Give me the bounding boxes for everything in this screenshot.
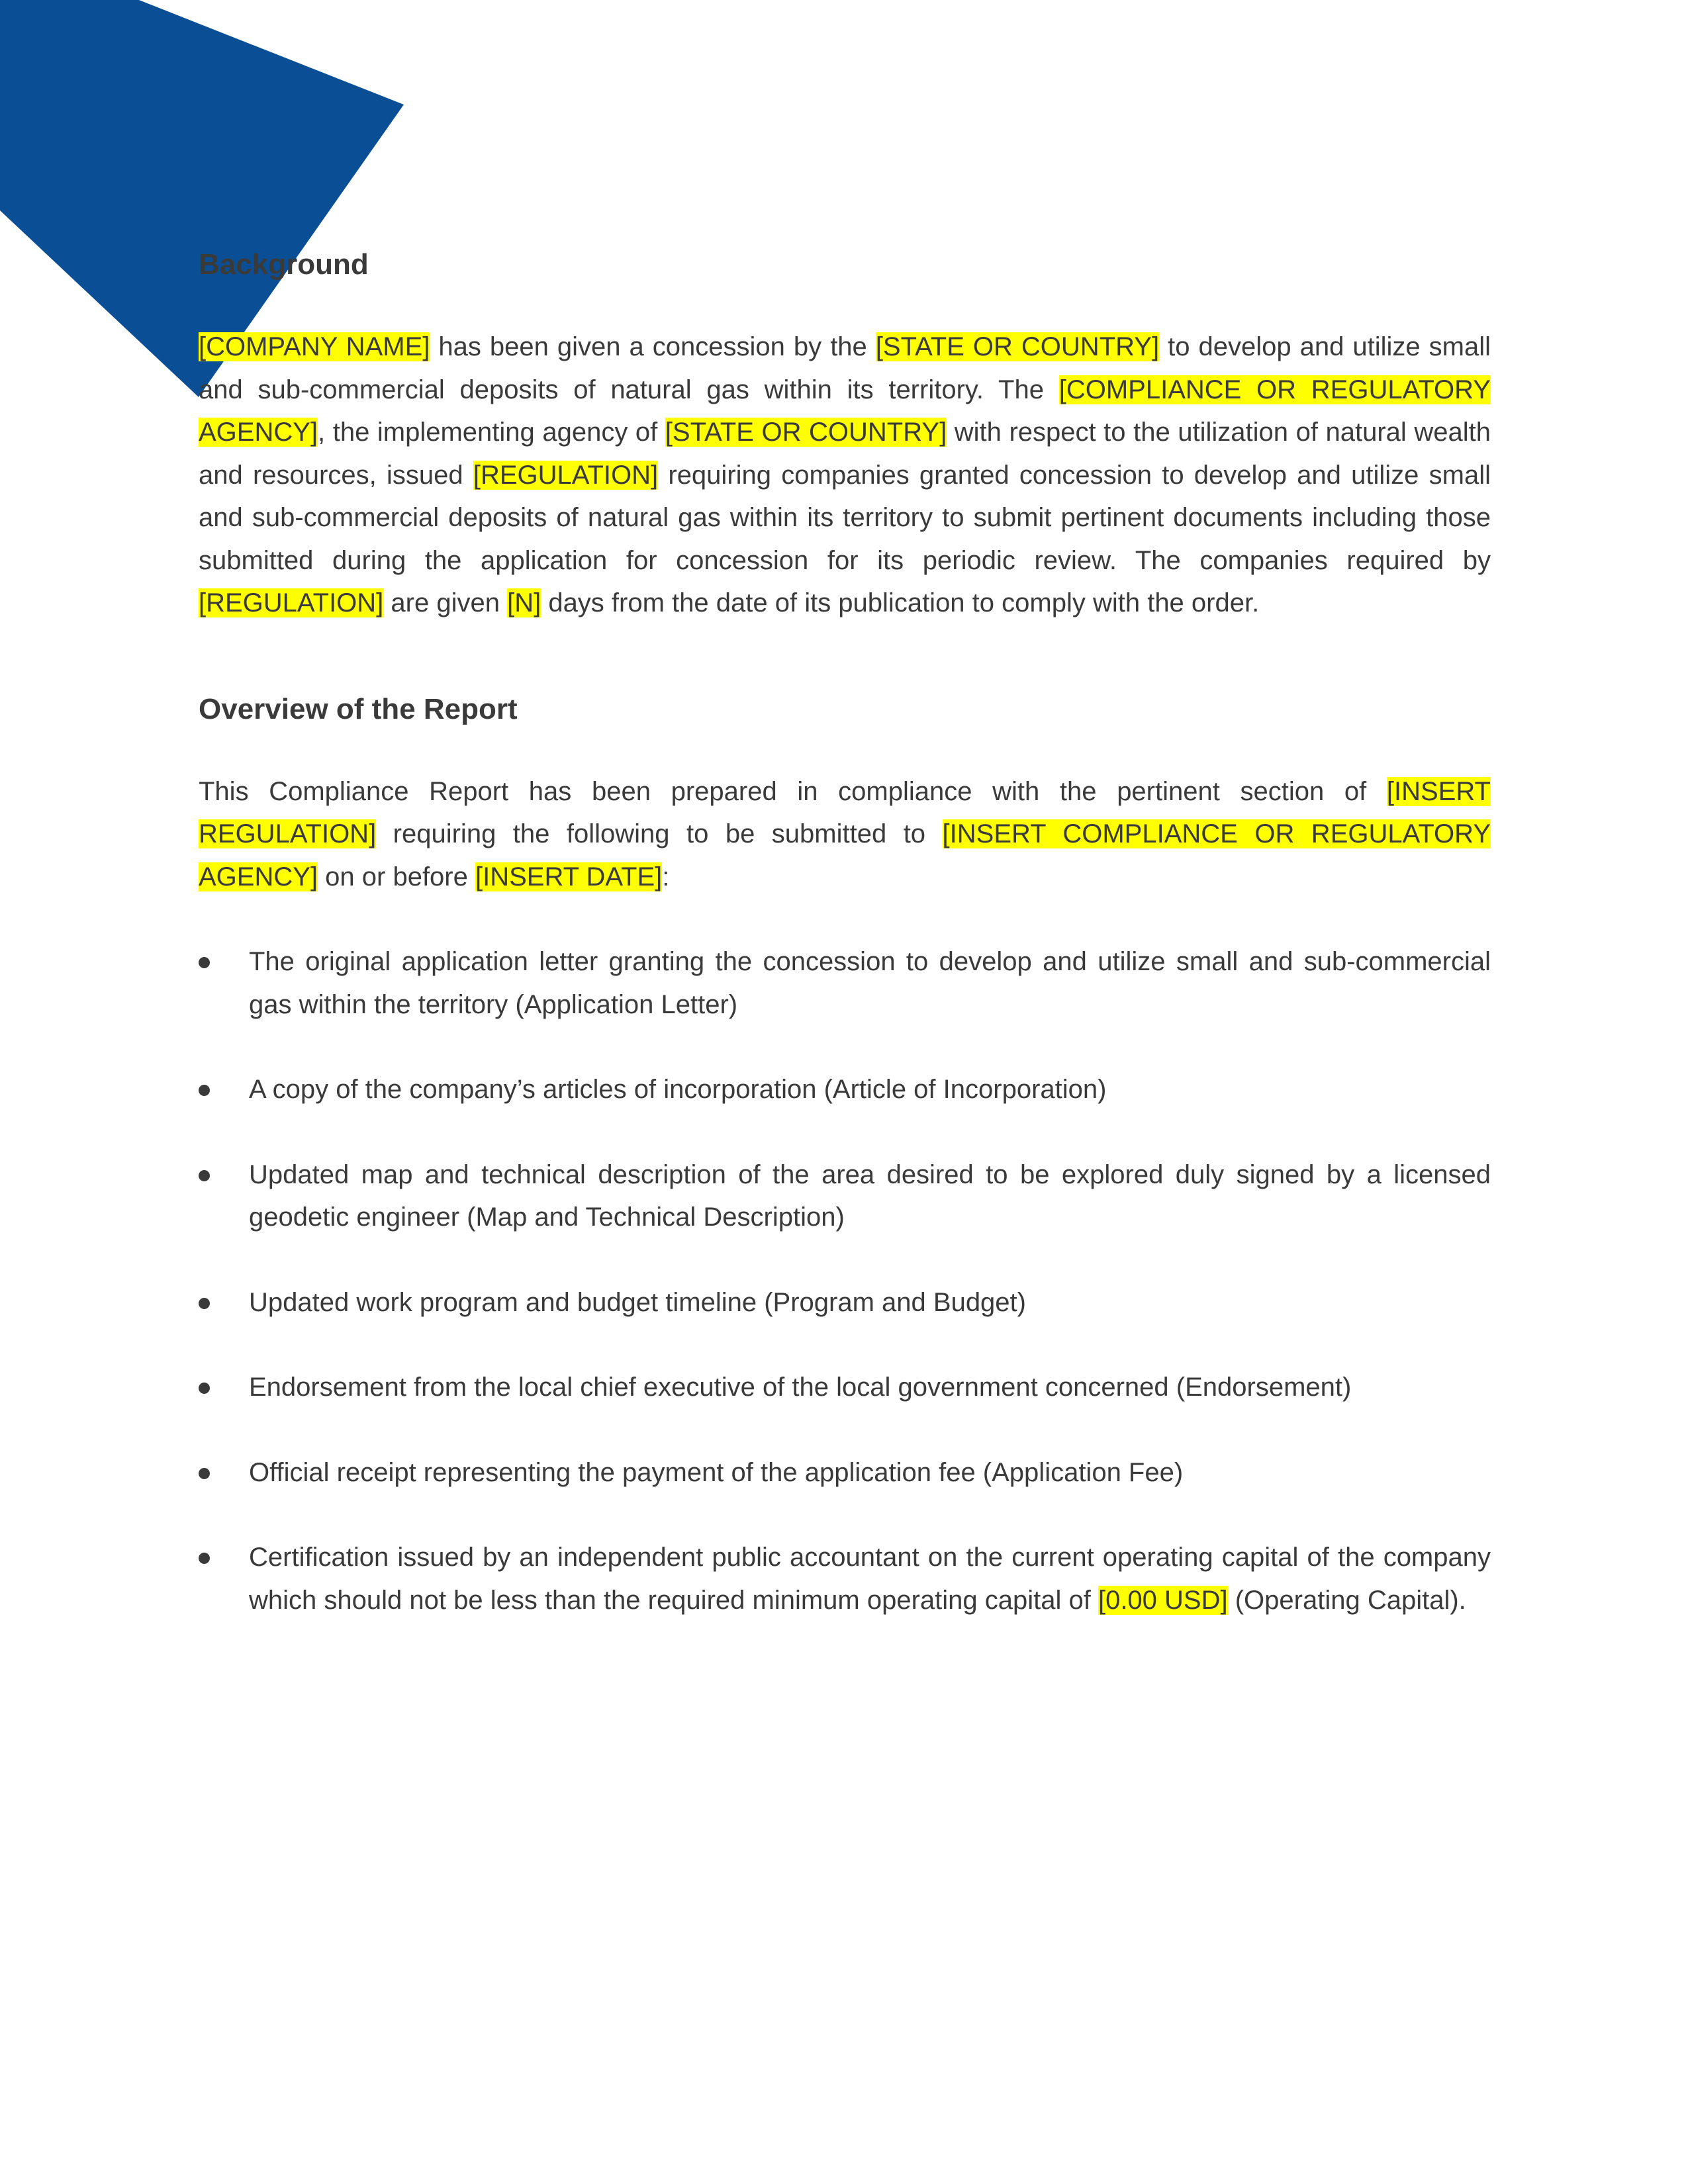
bullet-icon <box>199 1383 210 1394</box>
list-item <box>199 1451 1491 1494</box>
placeholder-regulation: [REGULATION] <box>473 460 659 490</box>
list-item-text: The original application letter granting the concession to develop and utilize small and sub-commercial gas within the territory (Application Letter) <box>249 947 1491 1019</box>
background-paragraph <box>199 326 1491 625</box>
text-run: with respect to the utilization of natural wealth and resources, issued <box>199 418 1491 490</box>
list-item <box>199 1154 1491 1239</box>
text-run: requiring the following to be submitted to <box>376 819 943 848</box>
section-heading-background: Background <box>199 248 369 281</box>
text-run: , the implementing agency of <box>318 418 665 447</box>
list-item <box>199 1536 1491 1621</box>
list-item-text: A copy of the company’s articles of incorporation (Article of Incorporation) <box>249 1075 1107 1104</box>
text-run: on or before <box>318 862 475 891</box>
list-item <box>199 1068 1491 1111</box>
document-body <box>199 244 1491 1664</box>
placeholder-state-or-country: [STATE OR COUNTRY] <box>875 332 1160 361</box>
bullet-icon <box>199 1085 210 1096</box>
list-item-text: Updated work program and budget timeline (Program and Budget) <box>249 1287 1026 1317</box>
overview-paragraph <box>199 770 1491 899</box>
list-item <box>199 1281 1491 1324</box>
list-item <box>199 940 1491 1026</box>
list-item <box>199 1366 1491 1409</box>
text-run: days from the date of its publication to comply with the order. <box>541 588 1260 617</box>
bullet-icon <box>199 1170 210 1181</box>
required-documents-list <box>199 940 1491 1621</box>
placeholder-insert-regulation: [INSERT REGULATION] <box>199 776 1491 848</box>
section-heading-overview: Overview of the Report <box>199 692 518 725</box>
bullet-icon <box>199 1468 210 1479</box>
list-item-text: (Operating Capital). <box>1227 1585 1466 1615</box>
text-run: to develop and utilize small and sub-commercial deposits of natural gas within its territory. The <box>199 332 1491 404</box>
text-run: requiring companies granted concession to develop and utilize small and sub-commercial deposits of natural gas within its territory to submit pertinent documents including those submitted during the application for concession for its periodic review. The companies required by <box>199 460 1491 575</box>
list-item-text: Endorsement from the local chief executive of the local government concerned (Endorsement) <box>249 1373 1352 1402</box>
placeholder-state-or-country: [STATE OR COUNTRY] <box>665 418 947 447</box>
list-item-text: Official receipt representing the payment of the application fee (Application Fee) <box>249 1457 1184 1487</box>
placeholder-amount: [0.00 USD] <box>1098 1585 1228 1615</box>
placeholder-insert-date: [INSERT DATE] <box>475 862 663 891</box>
placeholder-company-name: [COMPANY NAME] <box>199 332 430 361</box>
list-item-text: Certification issued by an independent public accountant on the current operating capital of the company which should not be less than the required minimum operating capital of <box>249 1543 1491 1615</box>
list-item-text: Updated map and technical description of the area desired to be explored duly signed by a licensed geodetic engineer (Map and Technical Description) <box>249 1160 1491 1232</box>
text-run: are given <box>383 588 508 617</box>
text-run: : <box>662 862 670 891</box>
text-run: This Compliance Report has been prepared in compliance with the pertinent section of <box>199 776 1387 806</box>
text-run: has been given a concession by the <box>430 332 876 361</box>
bullet-icon <box>199 1553 210 1564</box>
bullet-icon <box>199 1298 210 1309</box>
placeholder-regulation: [REGULATION] <box>199 588 384 617</box>
bullet-icon <box>199 957 210 968</box>
placeholder-insert-agency: [INSERT COMPLIANCE OR REGULATORY AGENCY] <box>199 819 1491 891</box>
placeholder-regulatory-agency: [COMPLIANCE OR REGULATORY AGENCY] <box>199 375 1491 447</box>
placeholder-number-of-days: [N] <box>507 588 541 617</box>
